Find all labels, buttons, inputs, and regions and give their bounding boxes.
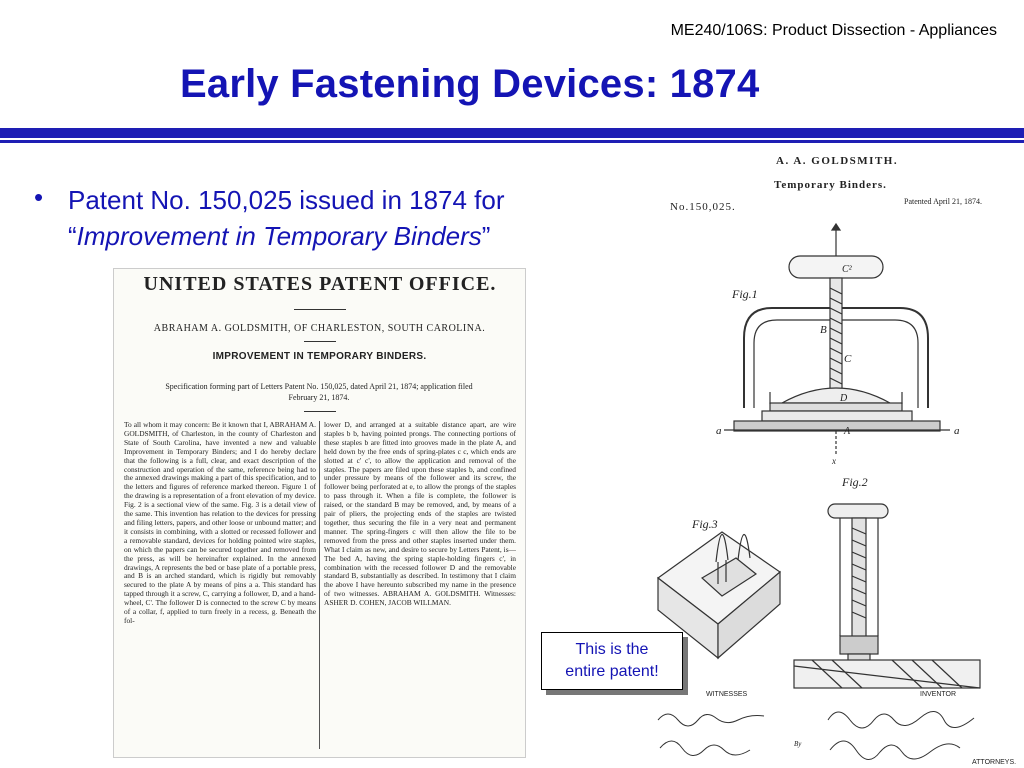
column-divider [319, 421, 320, 749]
drawing-patented-date: Patented April 21, 1874. [904, 197, 982, 206]
figure-2 [794, 504, 980, 688]
witnesses-label: WITNESSES [706, 691, 748, 698]
spec-line2: February 21, 1874. [288, 393, 350, 402]
divider [304, 411, 336, 412]
bullet-text [68, 182, 668, 254]
inventor-signature [828, 711, 974, 759]
slide-title: Early Fastening Devices: 1874 [180, 62, 760, 106]
bullet-italic: Improvement in Temporary Binders [76, 221, 482, 251]
by-label: By [794, 740, 802, 748]
fig2-label: Fig.2 [842, 475, 868, 489]
letter-c: C [844, 353, 852, 365]
witness-signatures [658, 714, 764, 756]
fig3-label: Fig.3 [692, 517, 718, 531]
letter-a-cap: A [844, 426, 851, 437]
letter-d: D [840, 393, 848, 404]
patent-specification [144, 381, 494, 403]
figure-1 [724, 224, 950, 454]
patent-drawing [652, 148, 1024, 768]
letter-b: B [820, 324, 827, 336]
letter-a-right: a [954, 425, 960, 437]
course-header: ME240/106S: Product Dissection - Appliances [670, 22, 997, 39]
patent-text-left-column: To all whom it may concern: Be it known that I, ABRAHAM A. GOLDSMITH, of Charleston, in the county of Charleston and State of South Carolina, have invented a new and valuable Improvement in Temporary Binders; and I do hereby declare that the following is a full, clear, and exact description of the construction and operation of the same, reference being had to the annexed drawings making a part of this specification, and to the letters and figures of reference marked thereon. Figure 1 of the drawing is a representation of a front elevation of my device. Fig. 2 is a sectional view of the same. Fig. 3 is a detail view of the same. This invention has relation to the devices for pressing and filing letters, papers, and other loose or unbound matter; and it consists in combining, with a slotted or recessed follower and a removable standard, devices for holding pointed wire staples, on which the papers can be secured together and removed from the press, as will be hereinafter explained. In the annexed drawings, A represents the bed or base plate of a portable press, and B is an arched standard, which is rigidly but removably secured to the plate A by means of pins a a. This standard has tapped through it a screw, C, carrying a follower, D, and a hand-wheel, C'. The follower D is connected to the screw C by means of a collar, f, applied to turn freely in a recess, g. Beneath the fol- [124, 421, 316, 625]
attorneys-label: ATTORNEYS. [972, 759, 1017, 766]
quote-open: “ [68, 221, 77, 251]
patent-document-image [113, 268, 526, 758]
quote-close: ” [481, 221, 491, 251]
divider [294, 309, 346, 310]
callout-line2: entire patent! [565, 663, 659, 680]
letter-x: x [832, 456, 836, 466]
bullet-marker: • [34, 182, 44, 212]
patent-office-heading: UNITED STATES PATENT OFFICE. [143, 273, 497, 295]
title-rule-thick [0, 128, 1024, 138]
letter-a-left: a [716, 425, 722, 437]
title-rule-thin [0, 140, 1024, 143]
divider [304, 341, 336, 342]
inventor-label: INVENTOR [920, 691, 957, 698]
drawing-inventor-name: A. A. GOLDSMITH. [776, 155, 899, 167]
callout-box [541, 632, 683, 690]
drawing-subject: Temporary Binders. [774, 179, 887, 191]
spec-line1: Specification forming part of Letters Patent No. 150,025, dated April 21, 1874; application filed [165, 382, 473, 391]
fig1-label: Fig.1 [732, 287, 758, 301]
patent-inventor-line: ABRAHAM A. GOLDSMITH, OF CHARLESTON, SOUTH CAROLINA. [153, 323, 486, 334]
callout-line1: This is the [575, 641, 649, 658]
patent-text-right-column: lower D, and arranged at a suitable distance apart, are wire staples b b, having pointed prongs. The connecting portions of these staples b are fitted into grooves made in the plate A, and held down by the free ends of spring-plates c c, which ends are slotted at c' c', to allow the application and removal of the staples. The papers are filed upon these staples b, and confined under pressure by means of the follower and its screw, the follower being perforated at e, to allow the prongs of the staples to pass through it. When a file is complete, the follower is raised, or the standard B may be removed, and, by means of a pair of pliers, the projecting ends of the staples are twisted together, thus securing the file in a very neat and permanent manner. The spring-fingers c will then allow the file to be removed from the press and other staples inserted under them. What I claim as new, and desire to secure by Letters Patent, is— The bed A, having the spring staple-holding fingers c', in combination with the recessed follower D and the removable standard B, substantially as described. In testimony that I claim the above I have hereunto subscribed my name in the presence of two witnesses. ABRAHAM A. GOLDSMITH. Witnesses: ASHER D. COHEN, JACOB WILLMAN. [324, 421, 516, 608]
bullet-line1: Patent No. 150,025 issued in 1874 for [68, 185, 505, 215]
patent-improvement-title: IMPROVEMENT IN TEMPORARY BINDERS. [212, 351, 427, 362]
letter-c2: C² [842, 264, 852, 275]
drawing-patent-no: No.150,025. [670, 201, 736, 213]
